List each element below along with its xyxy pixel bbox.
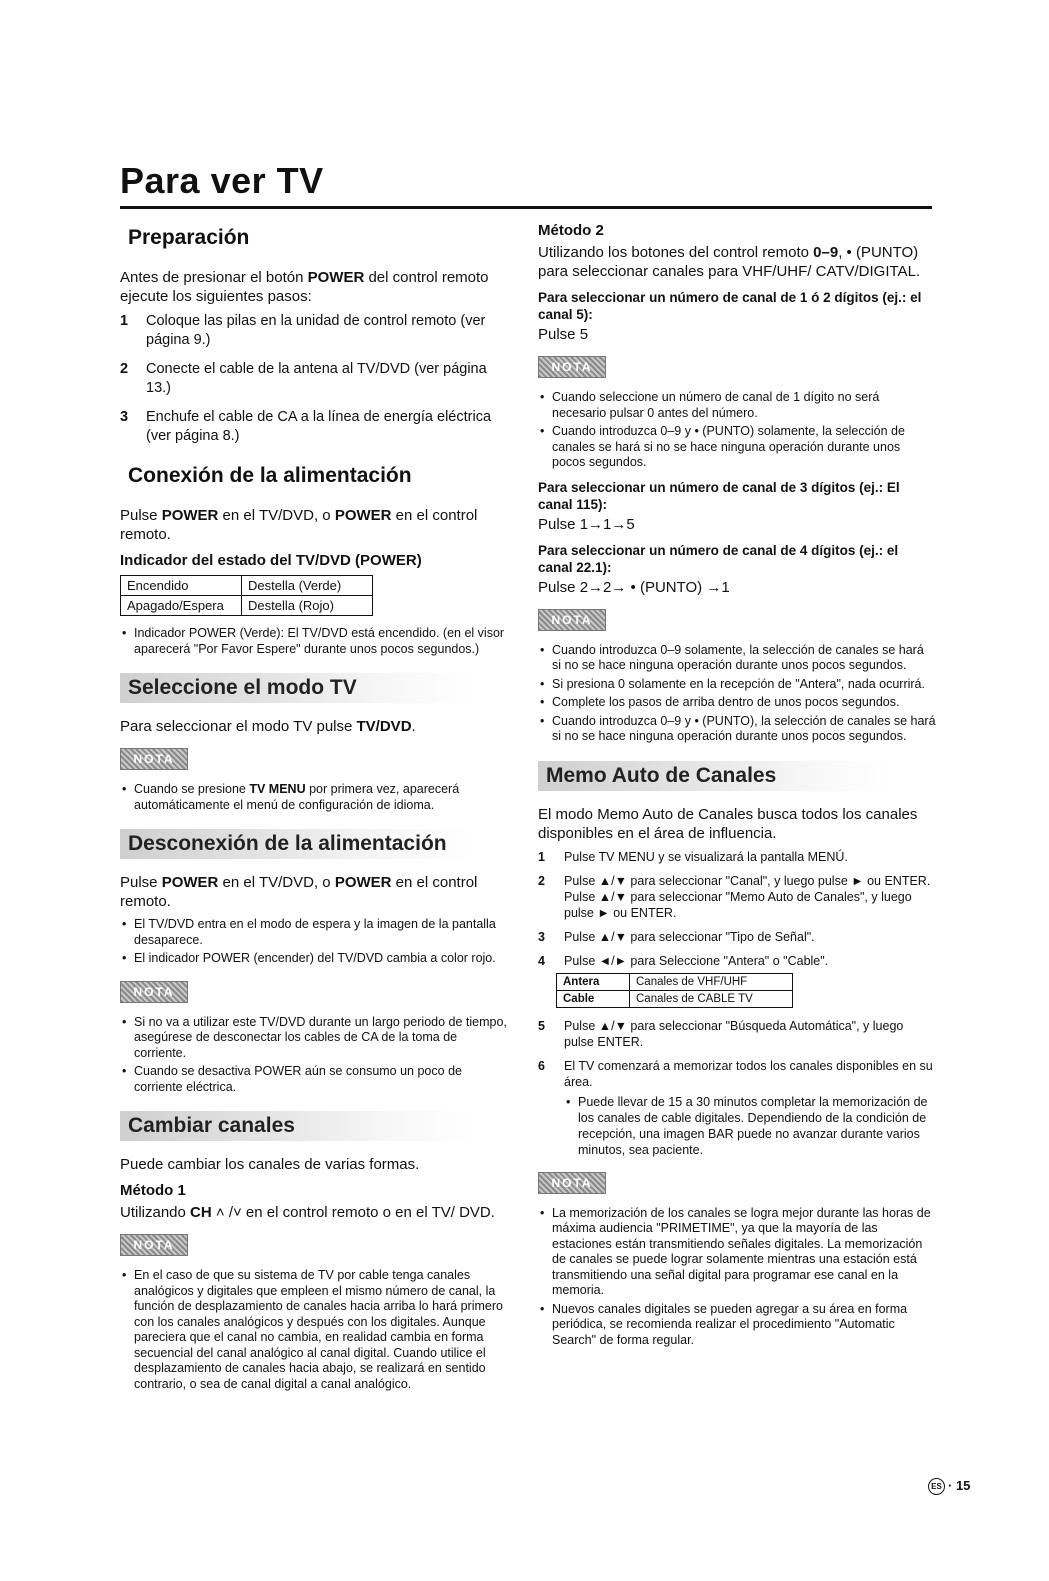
metodo1-title: Método 1: [120, 1182, 186, 1199]
list-item: • Cuando se presione TV MENU por primera vez, aparecerá automáticamente el menú de configuración de idioma.: [120, 782, 508, 813]
table-row: Apagado/Espera Destella (Rojo): [121, 596, 373, 616]
list-item: • Puede llevar de 15 a 30 minutos completar la memorización de los canales de cable digitales. Dependiendo de la condición de recepción, una imagen BAR puede no avanzar durante varios minutos, sea paciente.: [564, 1094, 936, 1158]
preparacion-intro: Antes de presionar el botón POWER del control remoto ejecute los siguientes pasos:: [120, 269, 489, 305]
memo-notes: [538, 1206, 936, 1349]
conexion-notes: [120, 626, 508, 657]
sub2-title: Para seleccionar un número de canal de 3 dígitos (ej.: El canal 115):: [538, 479, 900, 512]
table-row: Encendido Destella (Verde): [121, 576, 373, 596]
memo-steps: [538, 849, 936, 969]
metodo1-text: Utilizando CH ˄ /˅ en el control remoto o en el TV/ DVD.: [120, 1204, 495, 1221]
metodo2-text: Utilizando los botones del control remoto 0–9, • (PUNTO) para seleccionar canales para VHF/UHF/ CATV/DIGITAL.: [538, 244, 921, 280]
nota-badge: NOTA: [538, 609, 606, 631]
page-title: Para ver TV: [120, 160, 324, 201]
page-number: ES · 15: [928, 1478, 970, 1495]
heading-modo-tv: Seleccione el modo TV: [120, 673, 476, 703]
list-item: • Cuando introduzca 0–9 y • (PUNTO) solamente, la selección de canales se hará si no se hace ninguna operación durante unos pocos segundos.: [538, 424, 936, 471]
list-item: 3 Pulse ▲/▼ para seleccionar "Tipo de Señal".: [538, 929, 815, 944]
power-state-table: [120, 575, 373, 616]
sub1-pulse: Pulse 5: [538, 326, 589, 343]
list-item: 5 Pulse ▲/▼ para seleccionar "Búsqueda Automática", y luego pulse ENTER.: [538, 1018, 904, 1049]
list-item: • La memorización de los canales se logra mejor durante las horas de máxima audiencia "PRIMETIME", ya que la mayoría de las estaciones están transmitiendo señales digitales. La memorización de canales se puede lograr solamente mientras una estación está transmitiendo una señal digital para programar ese canal en la memoria.: [538, 1206, 936, 1299]
list-item: 2 Pulse ▲/▼ para seleccionar "Canal", y luego pulse ► ou ENTER. Pulse ▲/▼ para seleccionar "Memo Auto de Canales", y luego pulse ► ou ENTER.: [538, 873, 931, 920]
nota-badge: NOTA: [120, 748, 188, 770]
desconexion-text: Pulse POWER en el TV/DVD, o POWER en el control remoto.: [120, 874, 478, 910]
list-item: • El TV/DVD entra en el modo de espera y la imagen de la pantalla desaparece.: [120, 917, 508, 948]
list-item: 1 Pulse TV MENU y se visualizará la pantalla MENÚ.: [538, 849, 848, 864]
heading-conexion: Conexión de la alimentación: [128, 464, 412, 487]
list-item: • Cuando se desactiva POWER aún se consumo un poco de corriente eléctrica.: [120, 1064, 508, 1095]
list-item: • El indicador POWER (encender) del TV/DVD cambia a color rojo.: [120, 951, 508, 967]
list-item: • Nuevos canales digitales se pueden agregar a su área en forma periódica, se recomienda realizar el procedimiento "Automatic Search" de forma regular.: [538, 1302, 936, 1349]
signal-type-table: [556, 973, 793, 1008]
language-badge: ES: [928, 1478, 945, 1495]
heading-cambiar: Cambiar canales: [120, 1111, 476, 1141]
desconexion-notes: [120, 1015, 508, 1096]
cambiar-text: Puede cambiar los canales de varias formas.: [120, 1156, 420, 1173]
cambiar-notes: [120, 1268, 508, 1392]
nota-badge: NOTA: [120, 981, 188, 1003]
memo-steps-2: [538, 1018, 936, 1158]
list-item: • Si no va a utilizar este TV/DVD durante un largo periodo de tiempo, asegúrese de desconectar los cables de CA de la toma de corriente.: [120, 1015, 508, 1062]
conexion-text: Pulse POWER en el TV/DVD, o POWER en el control remoto.: [120, 507, 478, 543]
list-item: • Cuando introduzca 0–9 y • (PUNTO), la selección de canales se hará si no se hace ninguna operación durante unos pocos segundos.: [538, 714, 936, 745]
nota-badge: NOTA: [538, 1172, 606, 1194]
nota-badge: NOTA: [538, 356, 606, 378]
memo-text: El modo Memo Auto de Canales busca todos los canales disponibles en el área de influencia.: [538, 805, 918, 842]
metodo2-notes-1: [538, 390, 936, 471]
list-item: • Si presiona 0 solamente en la recepción de "Antera", nada ocurrirá.: [538, 677, 936, 693]
list-item: 2 Conecte el cable de la antena al TV/DVD (ver página 13.): [120, 361, 487, 396]
heading-desconexion: Desconexión de la alimentación: [120, 829, 476, 859]
title-rule: [120, 206, 932, 209]
modo-tv-notes: [120, 782, 508, 813]
heading-preparacion: Preparación: [128, 226, 250, 249]
metodo2-notes-2: [538, 643, 936, 745]
left-column: [120, 222, 508, 1400]
metodo2-title: Método 2: [538, 222, 604, 239]
list-item: 4 Pulse ◄/► para Seleccione "Antera" o "Cable".: [538, 953, 829, 968]
modo-tv-text: Para seleccionar el modo TV pulse TV/DVD.: [120, 718, 416, 735]
desconexion-bullets: [120, 917, 508, 967]
list-item: 1 Coloque las pilas en la unidad de control remoto (ver página 9.): [120, 313, 486, 348]
heading-memo: Memo Auto de Canales: [538, 761, 894, 791]
list-item: 3 Enchufe el cable de CA a la línea de energía eléctrica (ver página 8.): [120, 409, 492, 444]
memo-sub-bullets: [564, 1094, 936, 1158]
list-item: • Complete los pasos de arriba dentro de unos pocos segundos.: [538, 695, 936, 711]
list-item: • En el caso de que su sistema de TV por cable tenga canales analógicos y digitales que empleen el mismo número de canal, la función de desplazamiento de canales hacia arriba lo hará primero con los canales analógicos y después con los digitales. Aunque pareciera que el canal no cambia, en realidad cambia en forma secuencial del canal analógico al canal digital. Cuando utilice el desplazamiento de canales hacia abajo, se realizará en sentido contrario, o sea de canal digital a canal analógico.: [120, 1268, 508, 1392]
list-item: • Cuando introduzca 0–9 solamente, la selección de canales se hará si no se hace ninguna operación durante unos pocos segundos.: [538, 643, 936, 674]
list-item: 6 El TV comenzará a memorizar todos los canales disponibles en su área. • Puede llevar de 15 a 30 minutos completar la memorización de los canales de cable digitales. Dependiendo de la condición de recepción, una imagen BAR puede no avanzar durante varios minutos, sea paciente.: [538, 1058, 936, 1158]
sub3-title: Para seleccionar un número de canal de 4 dígitos (ej.: el canal 22.1):: [538, 542, 899, 575]
list-item: • Cuando seleccione un número de canal de 1 dígito no será necesario pulsar 0 antes del número.: [538, 390, 936, 421]
preparacion-steps: [120, 312, 508, 446]
list-item: • Indicador POWER (Verde): El TV/DVD está encendido. (en el visor aparecerá "Por Favor Espere" durante unos pocos segundos.): [120, 626, 508, 657]
right-column: [538, 222, 936, 1356]
table-row: Antera Canales de VHF/UHF: [557, 973, 793, 990]
table-row: Cable Canales de CABLE TV: [557, 990, 793, 1007]
sub3-pulse: Pulse 2→2→ • (PUNTO) →1: [538, 578, 730, 596]
indicator-title: Indicador del estado del TV/DVD (POWER): [120, 552, 422, 569]
sub1-title: Para seleccionar un número de canal de 1 ó 2 dígitos (ej.: el canal 5):: [538, 290, 922, 322]
nota-badge: NOTA: [120, 1234, 188, 1256]
sub2-pulse: Pulse 1→1→5: [538, 515, 635, 533]
